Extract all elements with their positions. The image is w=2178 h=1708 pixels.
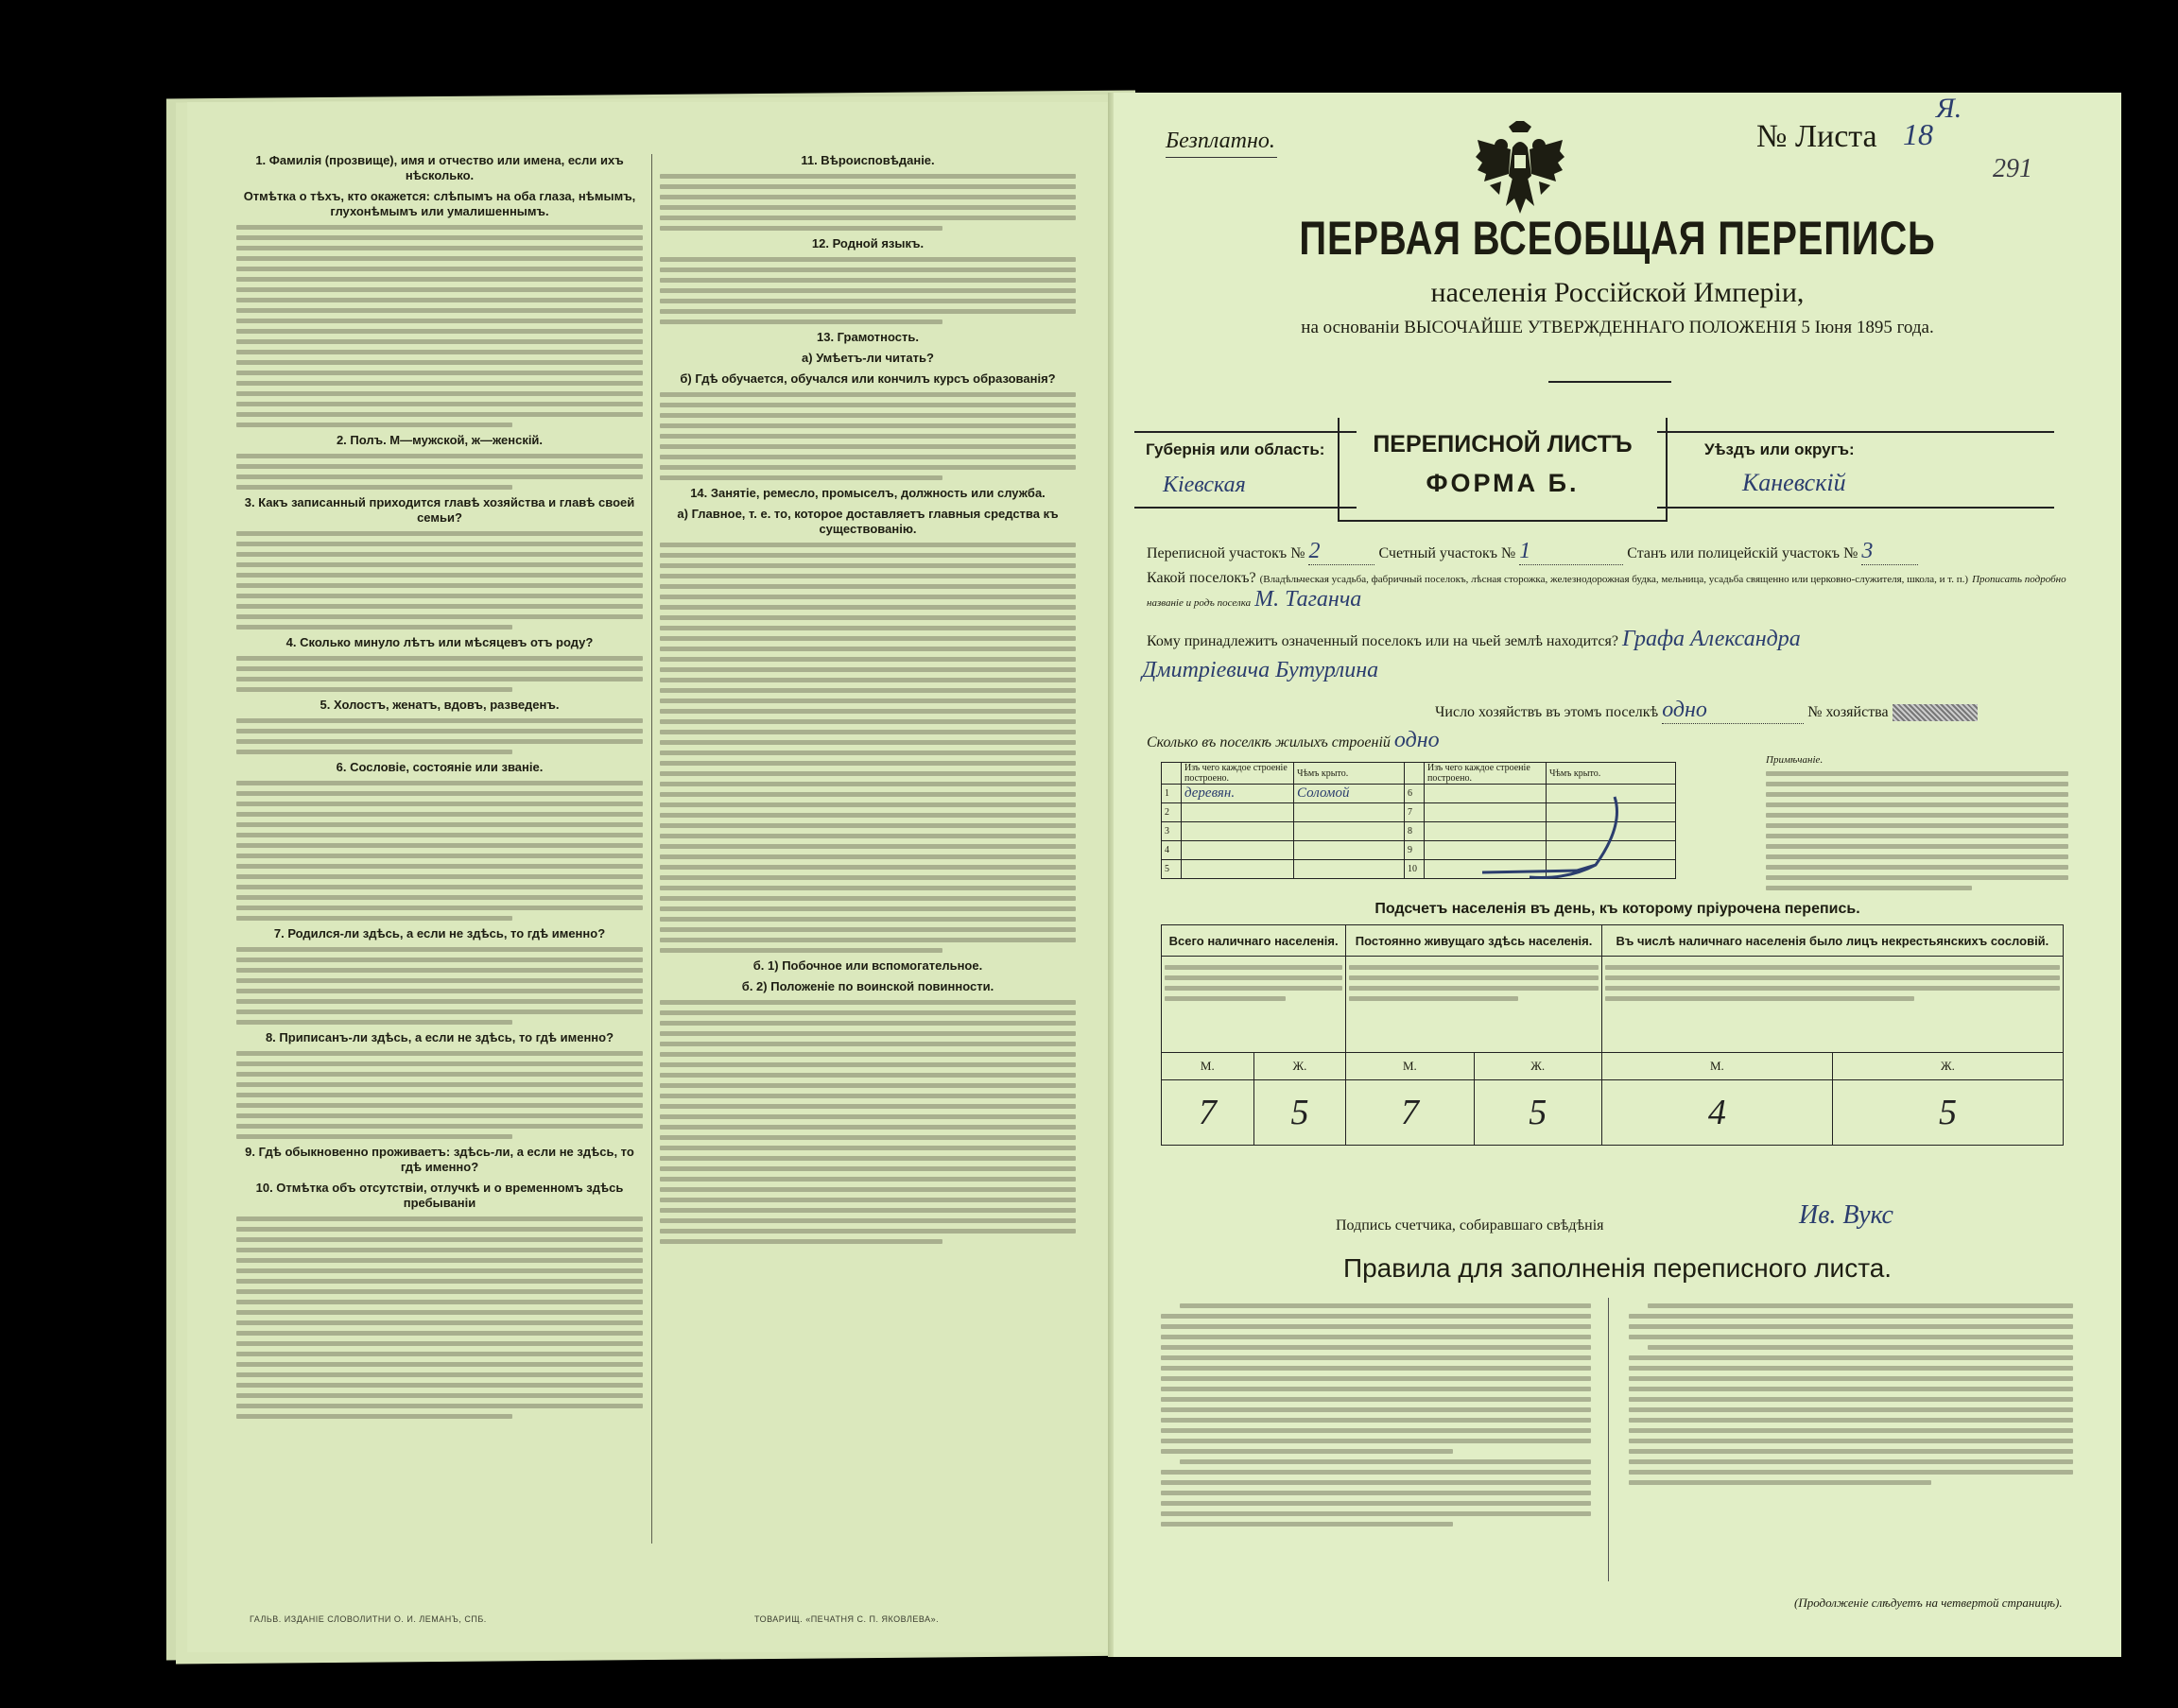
document-subtitle: населенія Россійской Имперіи, — [1430, 277, 1805, 308]
uezd-value: Каневскій — [1742, 469, 1846, 496]
roof-header: Чѣмъ крыто. — [1294, 763, 1405, 785]
section-heading: 3. Какъ записанный приходится главѣ хозяйства и главѣ своей семьи? — [244, 495, 635, 525]
gubernia-field — [1134, 431, 1357, 509]
signature-label: Подпись счетчика, собиравшаго свѣдѣнія — [1336, 1217, 1604, 1234]
households-row — [1435, 698, 1978, 724]
poselok-row — [1147, 570, 2083, 612]
male-label: М. — [1162, 1053, 1254, 1080]
uchastok-label: Переписной участокъ № — [1147, 545, 1305, 561]
count-cell: 4 — [1601, 1080, 1832, 1146]
handwritten-number: 291 — [1993, 154, 2032, 183]
poselok-hint: (Владѣльческая усадьба, фабричный поселокъ, лѣсная сторожка, железнодорожная будка, мельница, усадьба священно или церковно-служителя, школа, и т. п.) — [1259, 574, 1969, 585]
buildings-value: одно — [1393, 728, 1440, 752]
strike-through-scrawl — [1473, 787, 1662, 887]
owner-value-continued: Дмитріевича Бутурлина — [1142, 658, 1379, 682]
owner-label: Кому принадлежитъ означенный поселокъ или на чьей землѣ находится? — [1147, 633, 1618, 649]
male-label: М. — [1601, 1053, 1832, 1080]
poselok-value: М. Таганча — [1254, 587, 1362, 612]
female-label: Ж. — [1253, 1053, 1346, 1080]
population-count-title: Подсчетъ населенія въ день, къ которому пріурочена перепись. — [1374, 901, 1860, 917]
section-heading: 11. Вѣроисповѣданіе. — [801, 153, 935, 167]
sheet-number-label: № Листа — [1756, 119, 1877, 154]
section-heading: 14. Занятіе, ремесло, промыселъ, должность или служба. — [690, 486, 1046, 500]
section-heading: 8. Приписанъ-ли здѣсь, а если не здѣсь, то гдѣ именно? — [265, 1030, 614, 1044]
printer-imprint: ТОВАРИЩ. «ПЕЧАТНЯ С. П. ЯКОВЛЕВА». — [754, 1614, 940, 1624]
table-row: 1 деревян. Соломой 6 — [1162, 785, 1676, 803]
section-heading: 1. Фамилія (прозвище), имя и отчество или имена, если ихъ нѣсколько. — [255, 153, 624, 182]
schetny-label: Счетный участокъ № — [1378, 545, 1516, 561]
count-cell: 5 — [1253, 1080, 1346, 1146]
section-heading: 5. Холостъ, женатъ, вдовъ, разведенъ. — [320, 698, 560, 712]
rules-column-2 — [1629, 1298, 2073, 1562]
households-label: Число хозяйствъ въ этомъ поселкѣ — [1435, 704, 1659, 720]
female-label: Ж. — [1474, 1053, 1601, 1080]
table-row: 2 7 — [1162, 803, 1676, 822]
printer-imprint: ГАЛЬВ. ИЗДАНІЕ СЛОВОЛИТНИ О. И. ЛЕМАНЪ, СПБ. — [250, 1614, 487, 1624]
uezd-field — [1657, 431, 2054, 509]
male-label: М. — [1346, 1053, 1474, 1080]
sheet-title-box — [1338, 418, 1668, 522]
poselok-instruction: Прописать подробно названіе и родъ поселка — [1147, 574, 2066, 609]
section-heading: б. 2) Положеніе по воинской повинности. — [741, 979, 994, 993]
section-heading: 10. Отмѣтка объ отсутствіи, отлучкѣ и о временномъ здѣсь пребываніи — [255, 1181, 624, 1210]
rules-title: Правила для заполненія переписного листа. — [1342, 1253, 1893, 1283]
permanent-residents-header: Постоянно живущаго здѣсь населенія. — [1346, 925, 1602, 957]
owner-value: Графа Александра — [1621, 627, 1801, 651]
document-title: ПЕРВАЯ ВСЕОБЩАЯ ПЕРЕПИСЬ — [1299, 212, 1936, 265]
column-divider — [651, 154, 652, 1544]
material-header: Изъ чего каждое строеніе построено. — [1182, 763, 1294, 785]
divider — [1548, 381, 1671, 383]
gubernia-label: Губернія или область: — [1146, 440, 1325, 458]
sheet-number-value: 18 — [1903, 117, 1933, 151]
section-heading: б) Гдѣ обучается, обучался или кончилъ курсъ образованія? — [680, 371, 1056, 386]
count-cell: 5 — [1832, 1080, 2063, 1146]
stan-value: 3 — [1861, 539, 1918, 565]
document-subtitle-law: на основаніи ВЫСОЧАЙШЕ УТВЕРЖДЕННАГО ПОЛОЖЕНІЯ 5 Іюня 1895 года. — [1301, 318, 1934, 337]
handwritten-mark: Я. — [1936, 93, 1962, 124]
note-title: Примѣчаніе. — [1766, 754, 1824, 766]
household-number-redacted — [1893, 704, 1978, 721]
instructions-column-2 — [660, 147, 1076, 1603]
sheet-title: ПЕРЕПИСНОЙ ЛИСТЪ — [1373, 431, 1633, 457]
free-label: Безплатно. — [1166, 129, 1275, 153]
buildings-label: Сколько въ поселкѣ жилыхъ строеній — [1147, 734, 1391, 750]
signature-value: Ив. Вукс — [1799, 1200, 1893, 1230]
section-heading: 6. Сословіе, состояніе или званіе. — [336, 760, 544, 774]
note-box — [1766, 754, 2068, 896]
count-cell: 5 — [1474, 1080, 1601, 1146]
rules-column-1 — [1161, 1298, 1591, 1600]
uchastok-value: 2 — [1308, 539, 1374, 565]
roof-header: Чѣмъ крыто. — [1547, 763, 1676, 785]
stan-label: Станъ или полицейскій участокъ № — [1627, 545, 1858, 561]
uezd-label: Уѣздъ или округъ: — [1704, 440, 1855, 458]
schetny-value: 1 — [1519, 539, 1623, 565]
table-row: 5 10 — [1162, 860, 1676, 879]
owner-row — [1147, 627, 1801, 652]
right-page — [1114, 93, 2121, 1657]
form-label: ФОРМА Б. — [1426, 469, 1580, 497]
section-heading: б. 1) Побочное или вспомогательное. — [752, 958, 983, 973]
section-heading: а) Главное, т. е. то, которое доставляетъ главныя средства къ существованію. — [677, 507, 1059, 536]
column-divider — [1608, 1298, 1609, 1581]
count-cell: 7 — [1346, 1080, 1474, 1146]
household-number-label: № хозяйства — [1807, 704, 1889, 720]
non-peasant-header: Въ числѣ наличнаго населенія было лицъ некрестьянскихъ сословій. — [1601, 925, 2063, 957]
section-heading: 7. Родился-ли здѣсь, а если не здѣсь, то гдѣ именно? — [273, 926, 606, 940]
section-heading: а) Умѣетъ-ли читать? — [802, 351, 934, 365]
section-heading: Отмѣтка о тѣхъ, кто окажется: слѣпымъ на оба глаза, нѣмымъ, глухонѣмымъ или умалишеннымъ. — [243, 189, 636, 218]
count-cell: 7 — [1162, 1080, 1254, 1146]
table-row: 3 8 — [1162, 822, 1676, 841]
population-count-table — [1161, 924, 2064, 1146]
section-heading: 13. Грамотность. — [817, 330, 919, 344]
district-row — [1147, 539, 1918, 565]
material-cell: деревян. — [1182, 785, 1294, 803]
section-heading: 2. Полъ. М—мужской, ж—женскій. — [336, 433, 544, 447]
left-page — [187, 102, 1114, 1652]
section-heading: 4. Сколько минуло лѣтъ или мѣсяцевъ отъ роду? — [285, 635, 594, 649]
continuation-note: (Продолженіе слѣдуетъ на четвертой страницѣ). — [1794, 1596, 2063, 1610]
divider — [1166, 157, 1277, 158]
section-heading: 9. Гдѣ обыкновенно проживаетъ: здѣсь-ли, а если не здѣсь, то гдѣ именно? — [245, 1145, 634, 1174]
gubernia-value: Кіевская — [1163, 473, 1246, 497]
owner-row-2 — [1142, 658, 1378, 683]
total-present-header: Всего наличнаго населенія. — [1162, 925, 1346, 957]
female-label: Ж. — [1832, 1053, 2063, 1080]
double-headed-eagle-emblem — [1473, 119, 1567, 223]
material-header: Изъ чего каждое строеніе построено. — [1425, 763, 1547, 785]
buildings-row — [1147, 728, 1440, 753]
roof-cell: Соломой — [1294, 785, 1405, 803]
households-value: одно — [1662, 698, 1804, 724]
poselok-label: Какой поселокъ? — [1147, 570, 1256, 586]
table-row: 4 9 — [1162, 841, 1676, 860]
instructions-column-1 — [236, 147, 643, 1603]
section-heading: 12. Родной языкъ. — [811, 236, 925, 250]
